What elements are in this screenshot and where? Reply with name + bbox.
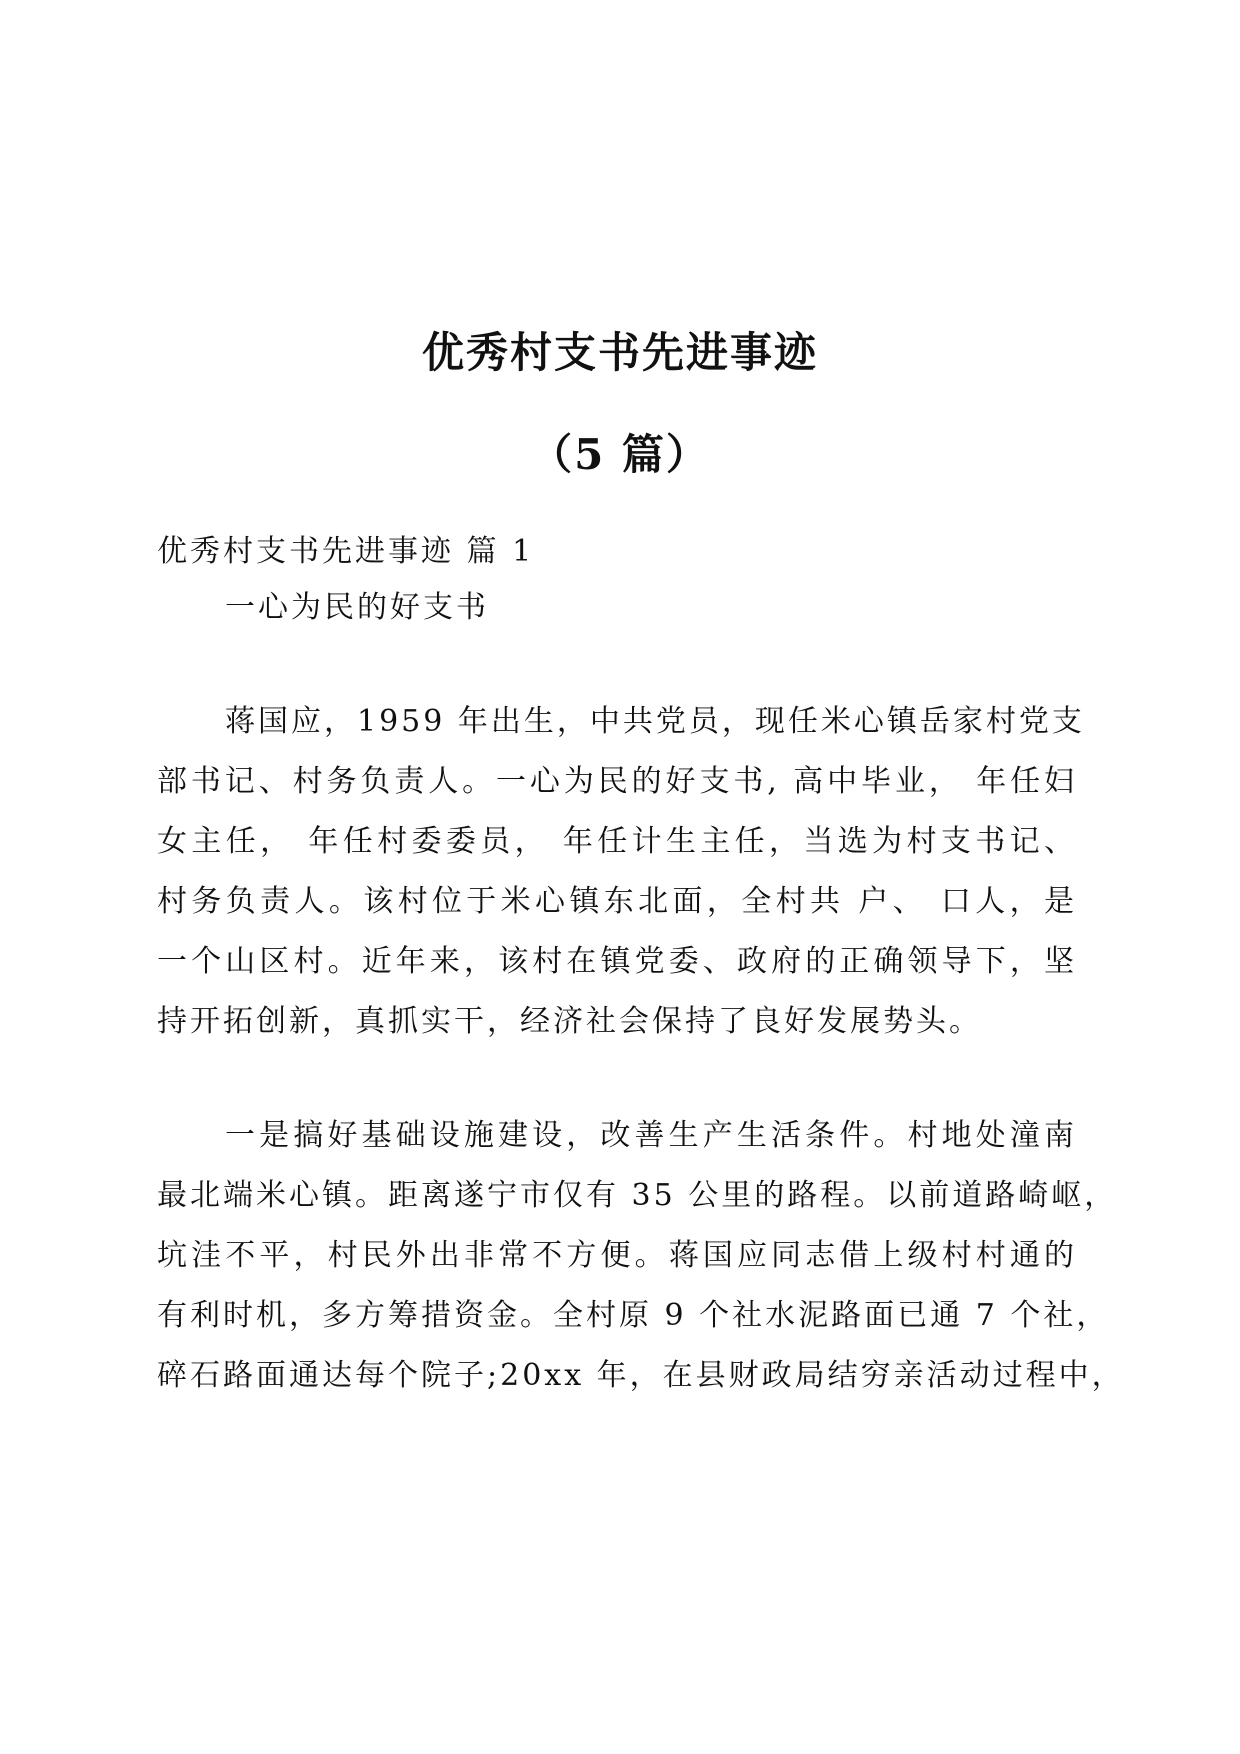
document-subtitle: （5 篇） bbox=[530, 430, 710, 479]
paragraph-line: 坑洼不平，村民外出非常不方便。蒋国应同志借上级村村通的 bbox=[157, 1238, 1077, 1273]
paragraph-line: 碎石路面通达每个院子;20xx 年，在县财政局结穷亲活动过程中， bbox=[157, 1358, 1125, 1393]
paragraph-line: 部书记、村务负责人。一心为民的好支书, 高中毕业， 年任妇 bbox=[157, 764, 1077, 799]
paragraph-line: 村务负责人。该村位于米心镇东北面，全村共 户、 口人，是 bbox=[157, 884, 1077, 919]
paragraph-line: 有利时机，多方筹措资金。全村原 9 个社水泥路面已通 7 个社， bbox=[157, 1298, 1110, 1333]
paragraph-line: 一是搞好基础设施建设，改善生产生活条件。村地处潼南 bbox=[225, 1118, 1077, 1153]
paragraph-line: 女主任， 年任村委委员， 年任计生主任，当选为村支书记、 bbox=[157, 824, 1077, 859]
paragraph-line: 一个山区村。近年来，该村在镇党委、政府的正确领导下，坚 bbox=[157, 944, 1077, 979]
section-heading: 优秀村支书先进事迹 篇 1 bbox=[157, 534, 535, 569]
paragraph-line: 最北端米心镇。距离遂宁市仅有 35 公里的路程。以前道路崎岖， bbox=[157, 1178, 1118, 1213]
document-title: 优秀村支书先进事迹 bbox=[421, 328, 818, 377]
article-title: 一心为民的好支书 bbox=[225, 590, 489, 625]
paragraph-line: 持开拓创新，真抓实干，经济社会保持了良好发展势头。 bbox=[157, 1004, 982, 1039]
paragraph-line: 蒋国应，1959 年出生，中共党员，现任米心镇岳家村党支 bbox=[225, 704, 1085, 739]
